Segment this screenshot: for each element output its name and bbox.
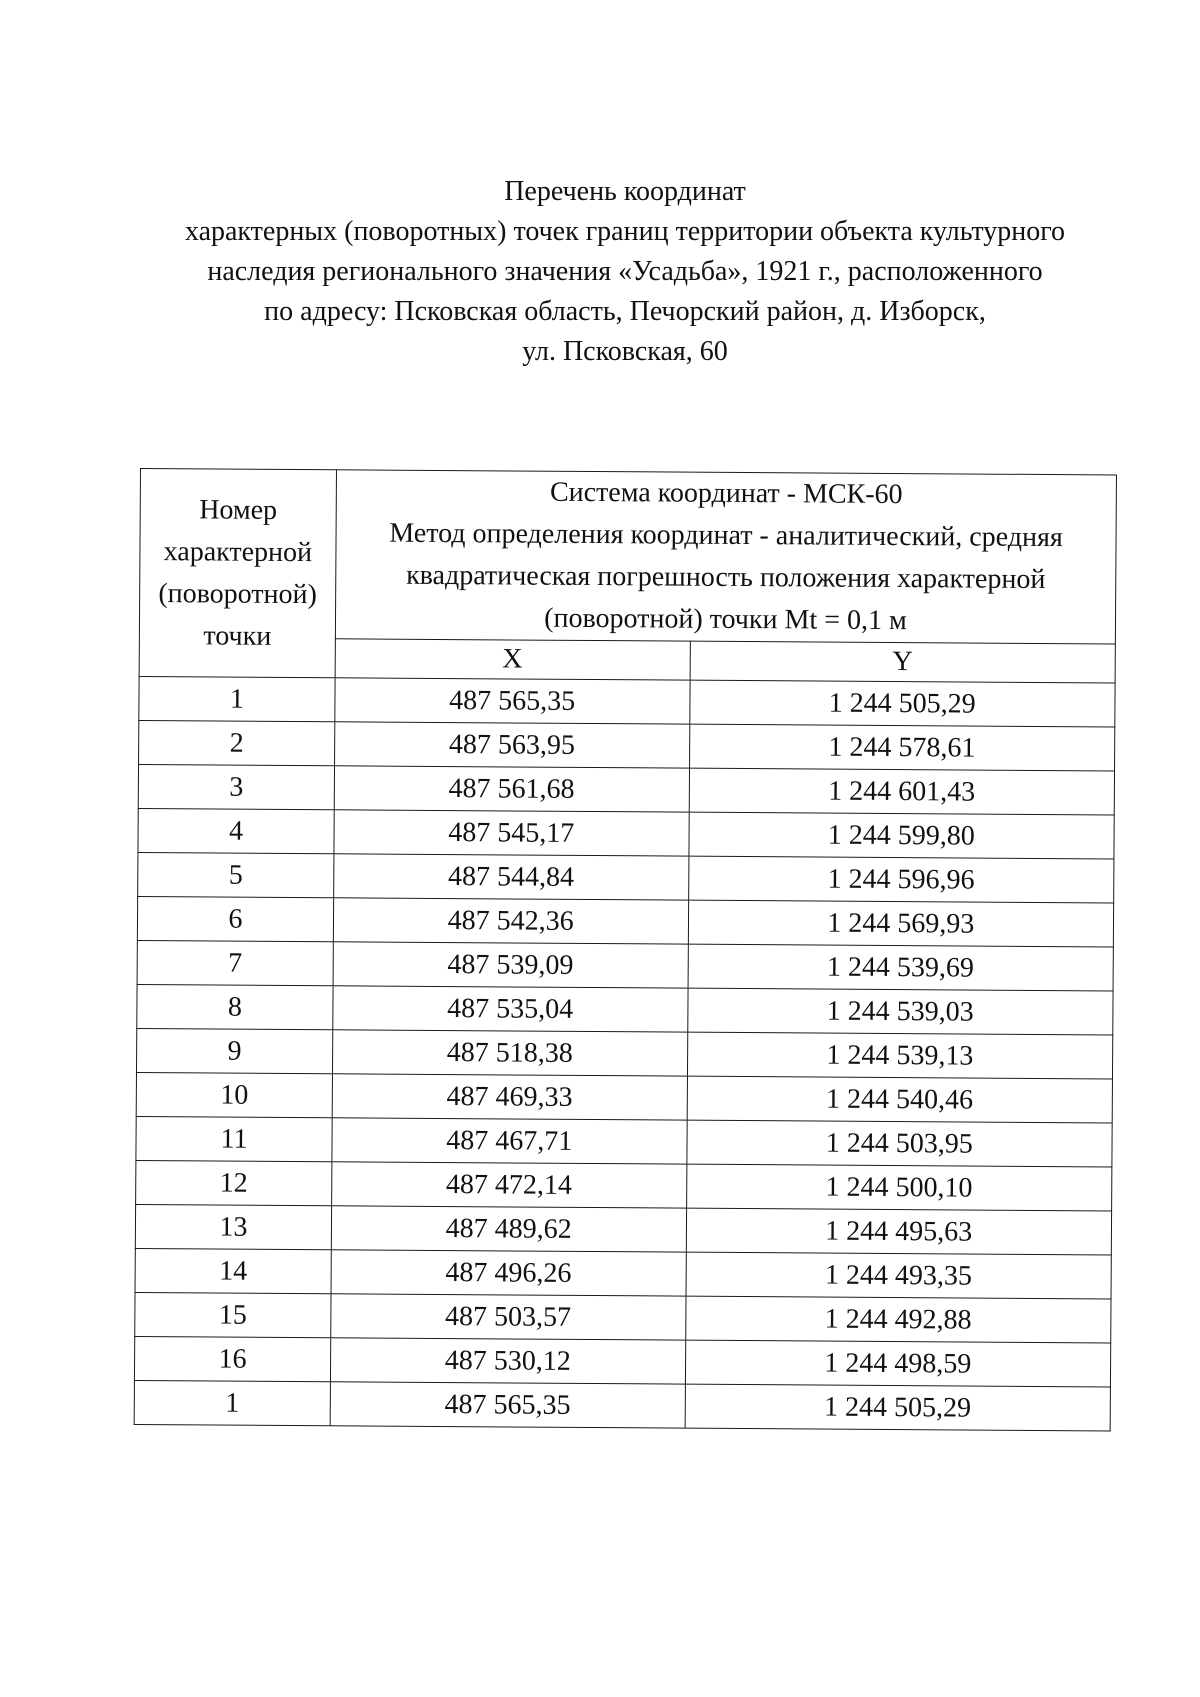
document-title bbox=[150, 172, 1100, 372]
table-row bbox=[139, 676, 1115, 726]
x-coordinate-cell: 487 467,71 bbox=[332, 1118, 687, 1164]
x-coordinate-cell: 487 539,09 bbox=[333, 942, 688, 988]
x-coordinate-cell: 487 545,17 bbox=[334, 810, 689, 856]
point-number-cell: 10 bbox=[136, 1072, 332, 1117]
y-coordinate-cell: 1 244 495,63 bbox=[686, 1208, 1112, 1255]
point-number-cell: 1 bbox=[134, 1380, 330, 1425]
table-row bbox=[136, 1160, 1112, 1210]
table-row bbox=[136, 1116, 1112, 1166]
header-line: характерной bbox=[163, 535, 313, 568]
point-number-cell: 12 bbox=[136, 1160, 332, 1205]
x-coordinate-cell: 487 561,68 bbox=[334, 766, 689, 812]
x-coordinate-cell: 487 489,62 bbox=[331, 1206, 686, 1252]
table-row bbox=[135, 1292, 1111, 1342]
x-coordinate-cell: 487 563,95 bbox=[334, 722, 689, 768]
x-coordinate-cell: 487 542,36 bbox=[333, 898, 688, 944]
point-number-cell: 2 bbox=[139, 720, 335, 765]
point-number-cell: 8 bbox=[137, 984, 333, 1029]
title-line: наследия регионального значения «Усадьба», 1921 г., расположенного bbox=[207, 256, 1043, 287]
table-row bbox=[135, 1248, 1111, 1298]
y-coordinate-cell: 1 244 539,03 bbox=[687, 988, 1113, 1035]
table-row bbox=[134, 1336, 1110, 1386]
y-coordinate-cell: 1 244 505,29 bbox=[685, 1384, 1111, 1431]
y-coordinate-cell: 1 244 503,95 bbox=[686, 1120, 1112, 1167]
y-coordinate-cell: 1 244 492,88 bbox=[685, 1296, 1111, 1343]
x-column-header: X bbox=[335, 639, 690, 680]
header-line: (поворотной) bbox=[158, 577, 317, 610]
point-number-cell: 1 bbox=[139, 676, 335, 721]
y-coordinate-cell: 1 244 493,35 bbox=[686, 1252, 1112, 1299]
x-coordinate-cell: 487 530,12 bbox=[330, 1338, 685, 1384]
header-line: Система координат - МСК-60 bbox=[549, 476, 903, 511]
x-coordinate-cell: 487 496,26 bbox=[331, 1250, 686, 1296]
table-row bbox=[138, 852, 1114, 902]
x-coordinate-cell: 487 472,14 bbox=[332, 1162, 687, 1208]
table-row bbox=[138, 808, 1114, 858]
y-coordinate-cell: 1 244 596,96 bbox=[688, 856, 1114, 903]
point-number-cell: 16 bbox=[134, 1336, 330, 1381]
x-coordinate-cell: 487 565,35 bbox=[330, 1382, 685, 1428]
point-number-cell: 13 bbox=[135, 1204, 331, 1249]
point-number-cell: 4 bbox=[138, 808, 334, 853]
point-number-cell: 3 bbox=[138, 764, 334, 809]
table-header-row bbox=[139, 469, 1116, 644]
x-coordinate-cell: 487 544,84 bbox=[334, 854, 689, 900]
header-line: точки bbox=[203, 619, 272, 652]
x-coordinate-cell: 487 535,04 bbox=[333, 986, 688, 1032]
y-coordinate-cell: 1 244 498,59 bbox=[685, 1340, 1111, 1387]
y-coordinate-cell: 1 244 578,61 bbox=[689, 724, 1115, 771]
title-line: ул. Псковская, 60 bbox=[522, 336, 728, 367]
header-line: (поворотной) точки Mt = 0,1 м bbox=[544, 602, 907, 637]
y-column-header: Y bbox=[690, 641, 1116, 683]
table-row bbox=[139, 720, 1115, 770]
table-row bbox=[136, 1028, 1112, 1078]
point-number-cell: 9 bbox=[136, 1028, 332, 1073]
coordinates-table bbox=[134, 468, 1117, 1431]
title-line: Перечень координат bbox=[504, 176, 746, 207]
point-number-header bbox=[139, 469, 336, 678]
y-coordinate-cell: 1 244 500,10 bbox=[686, 1164, 1112, 1211]
header-line: Номер bbox=[199, 493, 278, 526]
header-line: Метод определения координат - аналитический, средняя bbox=[389, 517, 1063, 554]
y-coordinate-cell: 1 244 599,80 bbox=[688, 812, 1114, 859]
point-number-cell: 14 bbox=[135, 1248, 331, 1293]
x-coordinate-cell: 487 518,38 bbox=[332, 1030, 687, 1076]
y-coordinate-cell: 1 244 601,43 bbox=[689, 768, 1115, 815]
table-row bbox=[135, 1204, 1111, 1254]
y-coordinate-cell: 1 244 539,69 bbox=[688, 944, 1114, 991]
title-line: по адресу: Псковская область, Печорский район, д. Изборск, bbox=[264, 296, 986, 327]
point-number-cell: 15 bbox=[135, 1292, 331, 1337]
y-coordinate-cell: 1 244 540,46 bbox=[687, 1076, 1113, 1123]
y-coordinate-cell: 1 244 539,13 bbox=[687, 1032, 1113, 1079]
x-coordinate-cell: 487 565,35 bbox=[335, 678, 690, 724]
point-number-cell: 7 bbox=[137, 940, 333, 985]
table-row bbox=[134, 1380, 1110, 1430]
table-row bbox=[137, 896, 1113, 946]
table-row bbox=[137, 984, 1113, 1034]
table-row bbox=[138, 764, 1114, 814]
header-line: квадратическая погрешность положения характерной bbox=[406, 559, 1046, 596]
point-number-cell: 6 bbox=[137, 896, 333, 941]
y-coordinate-cell: 1 244 505,29 bbox=[689, 680, 1115, 727]
point-number-cell: 11 bbox=[136, 1116, 332, 1161]
x-coordinate-cell: 487 469,33 bbox=[332, 1074, 687, 1120]
y-coordinate-cell: 1 244 569,93 bbox=[688, 900, 1114, 947]
coordinate-system-header bbox=[335, 470, 1116, 644]
point-number-cell: 5 bbox=[138, 852, 334, 897]
table-row bbox=[136, 1072, 1112, 1122]
table-row bbox=[137, 940, 1113, 990]
title-line: характерных (поворотных) точек границ территории объекта культурного bbox=[184, 216, 1066, 247]
x-coordinate-cell: 487 503,57 bbox=[331, 1294, 686, 1340]
